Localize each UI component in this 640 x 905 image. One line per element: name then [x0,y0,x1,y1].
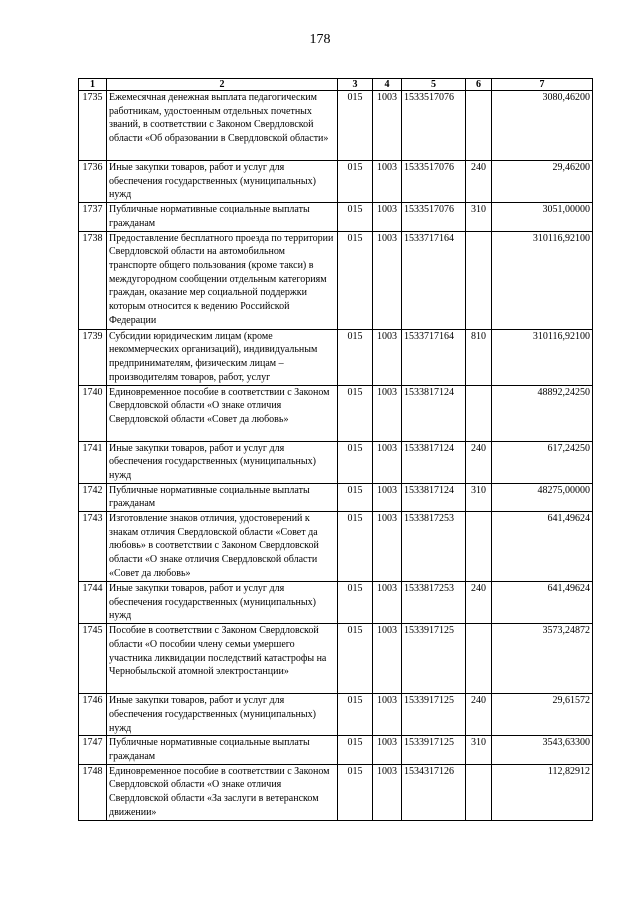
section-code: 1003 [373,483,402,511]
row-name: Публичные нормативные социальные выплаты гражданам [107,483,338,511]
ministry-code: 015 [338,91,373,161]
expense-type-code [466,624,492,694]
row-name: Ежемесячная денежная выплата педагогическим работникам, удостоенным отдельных почетных званий, в соответствии с Законом Свердловской области «Об образовании в Свердловской области» [107,91,338,161]
row-number: 1748 [79,764,107,820]
expense-type-code [466,91,492,161]
expense-type-code: 240 [466,694,492,736]
target-article-code: 1533717164 [402,329,466,385]
row-name: Пособие в соответствии с Законом Свердловской области «О пособии члену семьи умершего участника ликвидации последствий катастрофы на Чернобыльской атомной электростанции» [107,624,338,694]
expense-type-code: 310 [466,483,492,511]
ministry-code: 015 [338,694,373,736]
amount: 3080,46200 [492,91,593,161]
row-name: Иные закупки товаров, работ и услуг для обеспечения государственных (муниципальных) нужд [107,582,338,624]
column-header: 2 [107,79,338,91]
target-article-code: 1533817124 [402,483,466,511]
target-article-code: 1533817253 [402,512,466,582]
amount: 112,82912 [492,764,593,820]
row-name: Предоставление бесплатного проезда по территории Свердловской области на автомобильном транспорте общего пользования (кроме такси) в междугородном сообщении отдельным категориям граждан, оказание мер социальной поддержки которым относится к ведению Российской Федерации [107,231,338,329]
row-name: Единовременное пособие в соответствии с Законом Свердловской области «О знаке отличия Свердловской области «За заслуги в ветеранском движении» [107,764,338,820]
row-number: 1739 [79,329,107,385]
target-article-code: 1533917125 [402,694,466,736]
target-article-code: 1533817253 [402,582,466,624]
expense-type-code: 810 [466,329,492,385]
row-number: 1738 [79,231,107,329]
row-number: 1743 [79,512,107,582]
table-row [79,483,593,511]
section-code: 1003 [373,385,402,441]
amount: 48275,00000 [492,483,593,511]
amount: 29,46200 [492,161,593,203]
section-code: 1003 [373,764,402,820]
ministry-code: 015 [338,203,373,231]
row-number: 1745 [79,624,107,694]
ministry-code: 015 [338,582,373,624]
row-number: 1740 [79,385,107,441]
section-code: 1003 [373,512,402,582]
section-code: 1003 [373,736,402,764]
ministry-code: 015 [338,764,373,820]
row-number: 1744 [79,582,107,624]
amount: 48892,24250 [492,385,593,441]
expense-type-code: 310 [466,736,492,764]
section-code: 1003 [373,694,402,736]
amount: 641,49624 [492,582,593,624]
target-article-code: 1533517076 [402,203,466,231]
expense-type-code: 240 [466,161,492,203]
section-code: 1003 [373,161,402,203]
amount: 3543,63300 [492,736,593,764]
row-name: Субсидии юридическим лицам (кроме некоммерческих организаций), индивидуальным предпринимателям, физическим лицам – производителям товаров, работ, услуг [107,329,338,385]
column-header: 7 [492,79,593,91]
target-article-code: 1533517076 [402,91,466,161]
target-article-code: 1533817124 [402,441,466,483]
amount: 3051,00000 [492,203,593,231]
row-name: Изготовление знаков отличия, удостоверений к знакам отличия Свердловской области «Совет да любовь» в соответствии с Законом Свердловской области «О знаке отличия Свердловской области «Совет да любовь» [107,512,338,582]
row-number: 1737 [79,203,107,231]
target-article-code: 1533917125 [402,624,466,694]
table-row [79,203,593,231]
row-number: 1747 [79,736,107,764]
row-number: 1736 [79,161,107,203]
section-code: 1003 [373,231,402,329]
amount: 3573,24872 [492,624,593,694]
target-article-code: 1533717164 [402,231,466,329]
target-article-code: 1533517076 [402,161,466,203]
row-name: Иные закупки товаров, работ и услуг для обеспечения государственных (муниципальных) нужд [107,441,338,483]
header-row [79,79,593,91]
amount: 617,24250 [492,441,593,483]
amount: 310116,92100 [492,231,593,329]
table-row [79,694,593,736]
ministry-code: 015 [338,512,373,582]
table-row [79,512,593,582]
target-article-code: 1533917125 [402,736,466,764]
ministry-code: 015 [338,231,373,329]
expense-type-code [466,512,492,582]
amount: 641,49624 [492,512,593,582]
table-row [79,329,593,385]
expense-type-code [466,385,492,441]
table-row [79,161,593,203]
column-header: 5 [402,79,466,91]
section-code: 1003 [373,624,402,694]
section-code: 1003 [373,441,402,483]
section-code: 1003 [373,329,402,385]
target-article-code: 1534317126 [402,764,466,820]
row-number: 1742 [79,483,107,511]
row-name: Публичные нормативные социальные выплаты гражданам [107,736,338,764]
amount: 310116,92100 [492,329,593,385]
column-header: 3 [338,79,373,91]
ministry-code: 015 [338,624,373,694]
expense-type-code: 240 [466,582,492,624]
column-header: 1 [79,79,107,91]
ministry-code: 015 [338,736,373,764]
table-row [79,231,593,329]
table-row [79,441,593,483]
table-row [79,736,593,764]
ministry-code: 015 [338,441,373,483]
budget-table [78,78,593,821]
ministry-code: 015 [338,161,373,203]
row-number: 1746 [79,694,107,736]
table-row [79,385,593,441]
section-code: 1003 [373,203,402,231]
page-number: 178 [309,32,331,47]
row-name: Иные закупки товаров, работ и услуг для обеспечения государственных (муниципальных) нужд [107,694,338,736]
table-row [79,624,593,694]
table-row [79,582,593,624]
target-article-code: 1533817124 [402,385,466,441]
column-header: 6 [466,79,492,91]
table-row [79,764,593,820]
row-name: Единовременное пособие в соответствии с Законом Свердловской области «О знаке отличия Свердловской области «Совет да любовь» [107,385,338,441]
column-header: 4 [373,79,402,91]
table-row [79,91,593,161]
expense-type-code: 240 [466,441,492,483]
expense-type-code: 310 [466,203,492,231]
row-number: 1735 [79,91,107,161]
ministry-code: 015 [338,483,373,511]
row-name: Публичные нормативные социальные выплаты гражданам [107,203,338,231]
expense-type-code [466,231,492,329]
ministry-code: 015 [338,329,373,385]
amount: 29,61572 [492,694,593,736]
row-name: Иные закупки товаров, работ и услуг для обеспечения государственных (муниципальных) нужд [107,161,338,203]
row-number: 1741 [79,441,107,483]
section-code: 1003 [373,582,402,624]
expense-type-code [466,764,492,820]
ministry-code: 015 [338,385,373,441]
section-code: 1003 [373,91,402,161]
